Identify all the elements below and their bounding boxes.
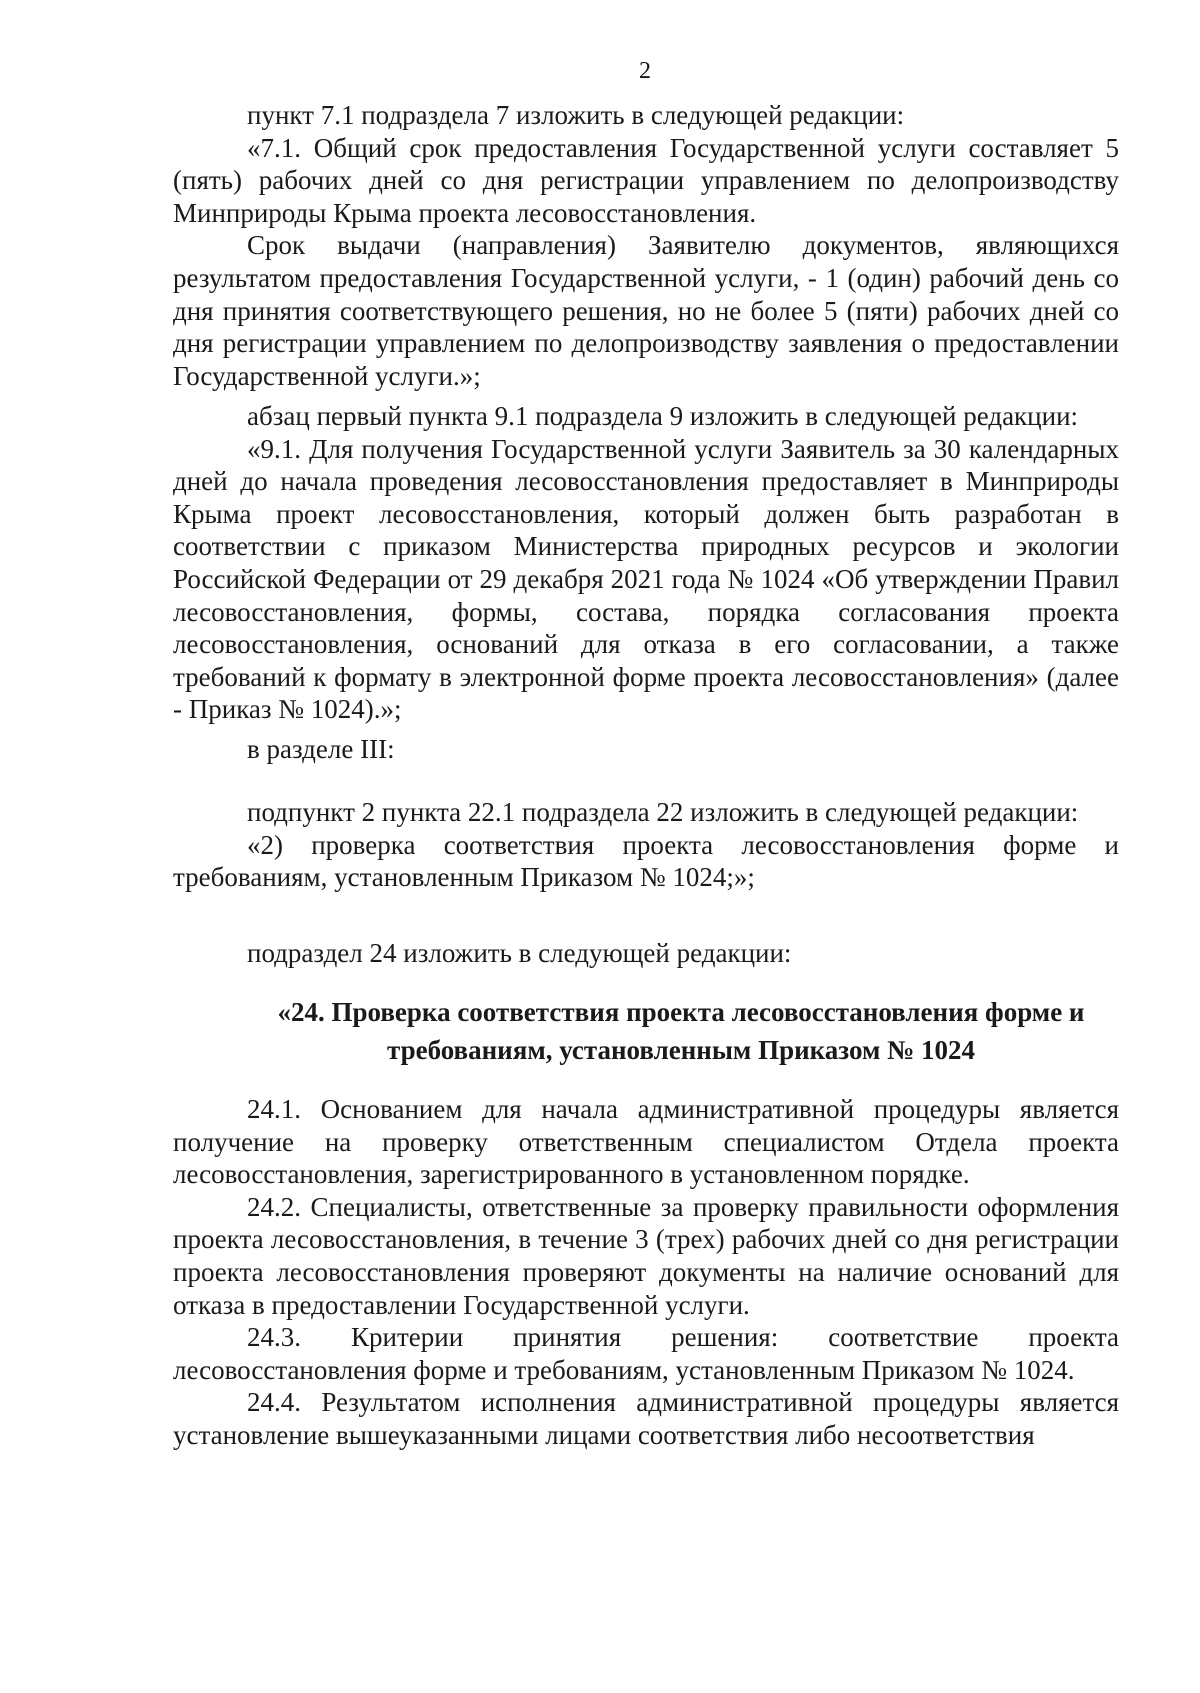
section-24-body <box>173 1093 1119 1452</box>
page-number: 2 <box>639 58 651 84</box>
section-7-1 <box>173 99 1119 392</box>
paragraph-7-1-deadline: Срок выдачи (направления) Заявителю документов, являющихся результатом предоставления Государственной услуги, - 1 (один) рабочий день со дня принятия соответствующего решения, но не более 5 (пяти) рабочих дней со дня регистрации управлением по делопроизводству заявления о предоставлении Государственной услуги.»; <box>173 230 1119 391</box>
section-9-1 <box>173 400 1119 726</box>
paragraph-24-1: 24.1. Основанием для начала административной процедуры является получение на проверку ответственным специалистом Отдела проекта лесовосстановления, зарегистрированного в установленном порядке. <box>173 1094 1119 1190</box>
paragraph-24-4: 24.4. Результатом исполнения административной процедуры является установление вышеуказанными лицами соответствия либо несоответствия <box>173 1387 1119 1450</box>
paragraph-22-1-text: «2) проверка соответствия проекта лесовосстановления форме и требованиям, установленным Приказом № 1024;»; <box>173 829 1119 893</box>
paragraph-9-1-text: «9.1. Для получения Государственной услуги Заявитель за 30 календарных дней до начала проведения лесовосстановления предоставляет в Минприроды Крыма проект лесовосстановления, который должен быть разработан в соответствии с приказом Министерства природных ресурсов и экологии Российской Федерации от 29 декабря 2021 года № 1024 «Об утверждении Правил лесовосстановления, формы, состава, порядка согласования проекта лесовосстановления, оснований для отказа в его согласовании, а также требований к формату в электронной форме проекта лесовосстановления» (далее - Приказ № 1024).»; <box>173 433 1119 725</box>
section-22-1 <box>173 796 1119 894</box>
paragraph-22-1-intro: подпункт 2 пункта 22.1 подраздела 22 изложить в следующей редакции: <box>247 797 1079 827</box>
section-24-intro <box>173 937 1119 970</box>
section-24-heading <box>173 993 1119 1069</box>
section-iii <box>173 733 1119 766</box>
paragraph-9-1-intro: абзац первый пункта 9.1 подраздела 9 изложить в следующей редакции: <box>247 401 1079 431</box>
paragraph-24-intro: подраздел 24 изложить в следующей редакции: <box>247 938 792 968</box>
paragraph-7-1-intro: пункт 7.1 подраздела 7 изложить в следующей редакции: <box>247 100 905 130</box>
paragraph-section-iii: в разделе III: <box>247 734 395 764</box>
paragraph-24-2: 24.2. Специалисты, ответственные за проверку правильности оформления проекта лесовосстановления, в течение 3 (трех) рабочих дней со дня регистрации проекта лесовосстановления проверяют документы на наличие оснований для отказа в предоставлении Государственной услуги. <box>173 1191 1119 1320</box>
paragraph-7-1-text: «7.1. Общий срок предоставления Государственной услуги составляет 5 (пять) рабочих дней со дня регистрации управлением по делопроизводству Минприроды Крыма проекта лесовосстановления. <box>173 132 1119 228</box>
heading-line-1: «24. Проверка соответствия проекта лесовосстановления форме и <box>277 997 1085 1027</box>
paragraph-24-3: 24.3. Критерии принятия решения: соответствие проекта лесовосстановления форме и требованиям, установленным Приказом № 1024. <box>173 1322 1119 1385</box>
heading-line-2: требованиям, установленным Приказом № 1024 <box>386 1035 975 1065</box>
